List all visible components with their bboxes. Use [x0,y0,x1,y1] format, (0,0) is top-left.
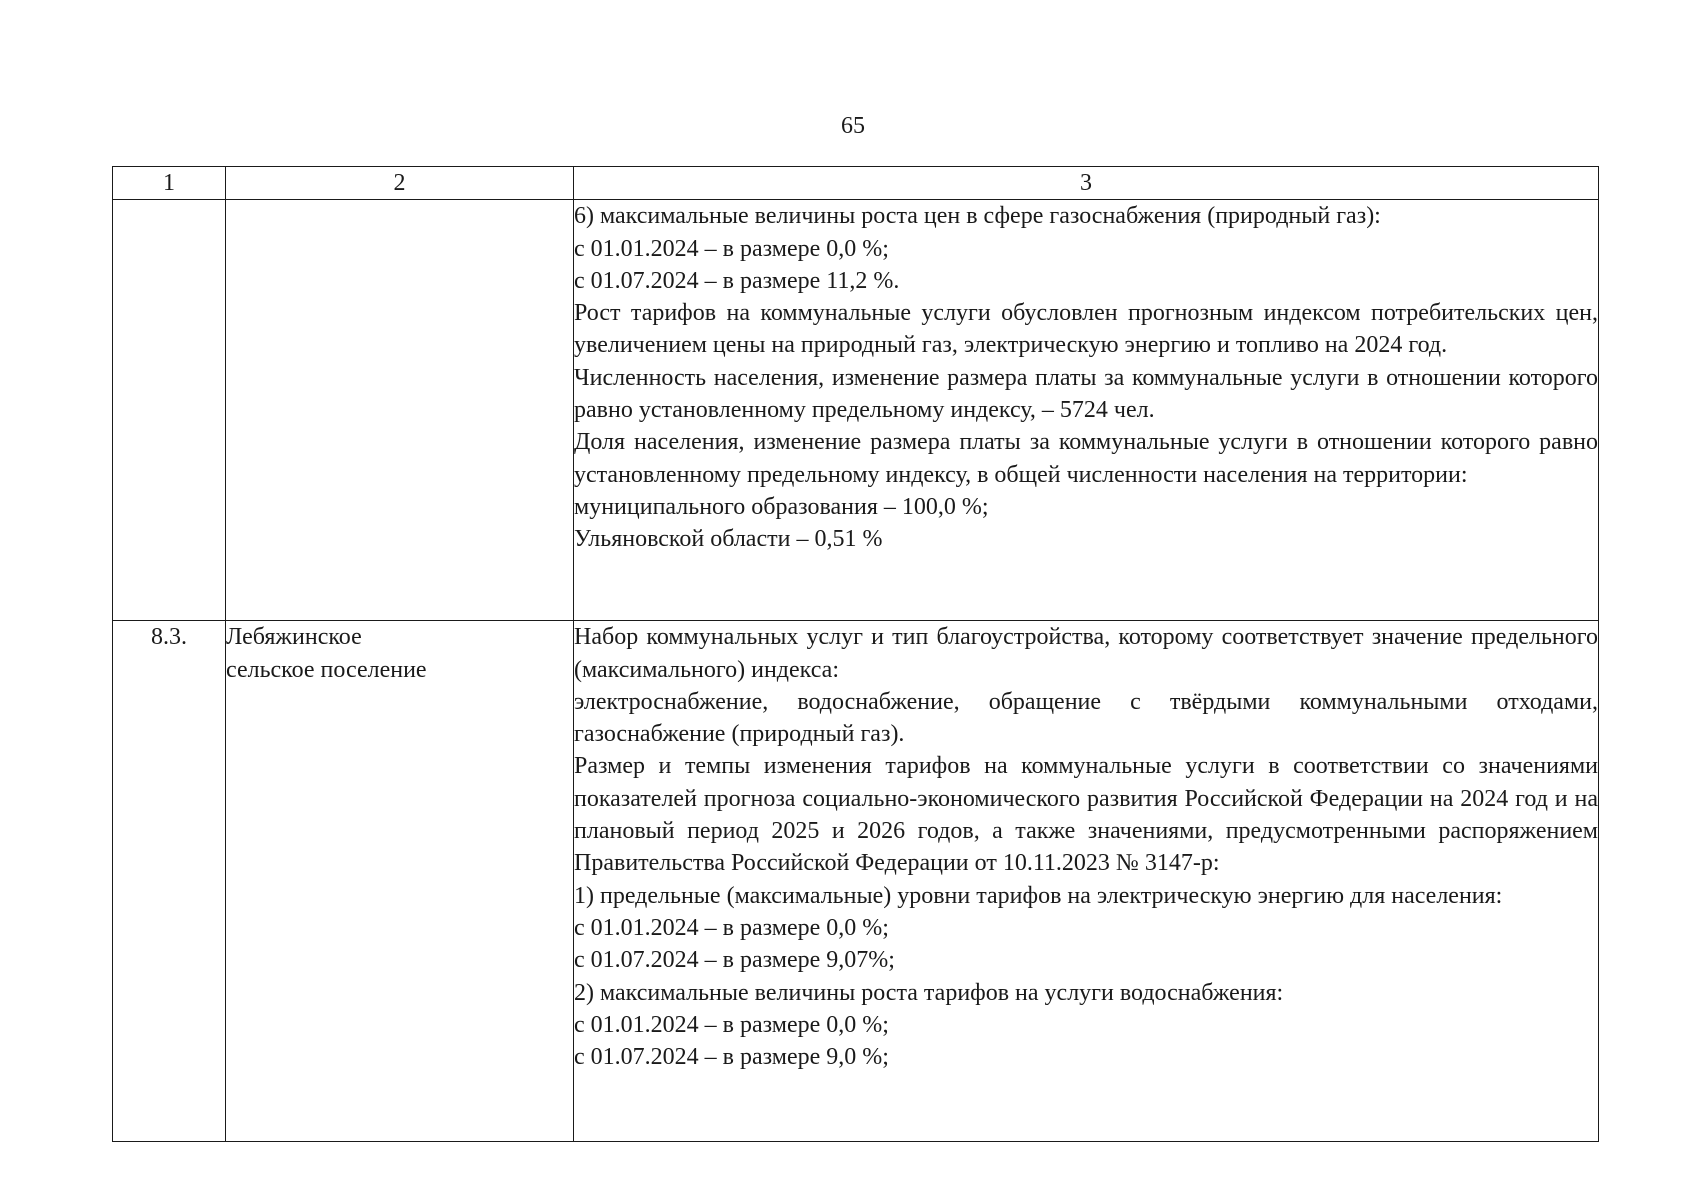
header-col-1: 1 [113,167,226,200]
paragraph: муниципального образования – 100,0 %; [574,493,989,520]
settlement-name-line: сельское поселение [226,656,427,683]
paragraph: с 01.01.2024 – в размере 0,0 %; [574,914,889,941]
paragraph: с 01.01.2024 – в размере 0,0 %; [574,1011,889,1038]
row-content-cell [574,200,1599,621]
paragraph: Доля населения, изменение размера платы за коммунальные услуги в отношении которого равно установленному предельному индексу, в общей численности населения на территории: [574,429,1598,488]
row-name-cell [226,200,574,621]
paragraph: Численность населения, изменение размера платы за коммунальные услуги в отношении которого равно установленному предельному индексу, – 5724 чел. [574,364,1598,424]
paragraph: 1) предельные (максимальные) уровни тарифов на электрическую энергию для населения: [574,882,1503,909]
paragraph: 6) максимальные величины роста цен в сфере газоснабжения (природный газ): [574,203,1381,230]
paragraph: Рост тарифов на коммунальные услуги обусловлен прогнозным индексом потребительских цен, увеличением цены на природный газ, электрическую энергию и топливо на 2024 год. [574,300,1598,359]
row-name-cell [226,621,574,1142]
paragraph: с 01.01.2024 – в размере 0,0 %; [574,235,889,262]
paragraph: с 01.07.2024 – в размере 9,0 %; [574,1044,889,1071]
paragraph: электроснабжение, водоснабжение, обращение с твёрдыми коммунальными отходами, газоснабжение (природный газ). [574,688,1598,748]
paragraph: 2) максимальные величины роста тарифов на услуги водоснабжения: [574,979,1284,1006]
document-table [112,166,1599,1142]
row-number-cell [113,200,226,621]
header-col-3: 3 [574,167,1599,200]
row-content-cell [574,621,1599,1142]
table-row [113,200,1599,621]
page-number [0,112,1698,140]
paragraph: с 01.07.2024 – в размере 9,07%; [574,947,895,974]
paragraph: Ульяновской области – 0,51 % [574,526,883,553]
paragraph: с 01.07.2024 – в размере 11,2 %. [574,267,900,294]
table-header-row [113,167,1599,200]
row-number-cell: 8.3. [113,621,226,1142]
paragraph: Набор коммунальных услуг и тип благоустройства, которому соответствует значение предельного (максимального) индекса: [574,624,1598,683]
page-number-text: 65 [841,113,865,139]
header-col-2: 2 [226,167,574,200]
paragraph: Размер и темпы изменения тарифов на коммунальные услуги в соответствии со значениями показателей прогноза социально-экономического развития Российской Федерации на 2024 год и на плановый период 2025 и 2026 годов, а также значениями, предусмотренными распоряжением Правительства Российской Федерации от 10.11.2023 № 3147-р: [574,753,1598,877]
table-row [113,621,1599,1142]
settlement-name-line: Лебяжинское [226,624,362,651]
